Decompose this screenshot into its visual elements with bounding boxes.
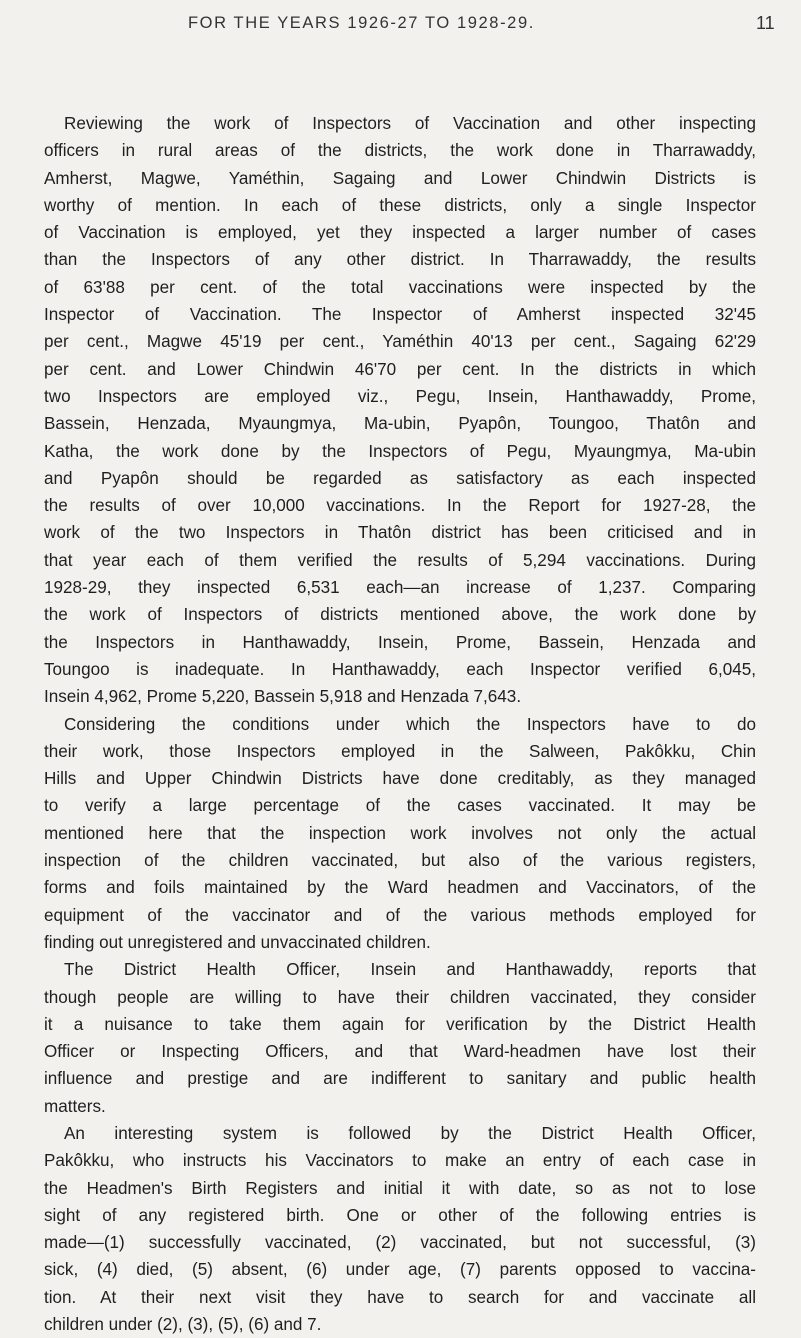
text-line: to verify a large percentage of the cases vaccinated. It may be bbox=[44, 796, 756, 816]
text-line: two Inspectors are employed viz., Pegu, Insein, Hanthawaddy, Prome, bbox=[44, 386, 756, 406]
text-line: Katha, the work done by the Inspectors of Pegu, Myaungmya, Ma-ubin bbox=[44, 441, 756, 461]
text-line: that year each of them verified the results of 5,294 vaccinations. During bbox=[44, 550, 756, 570]
text-line: the results of over 10,000 vaccinations. In the Report for 1927-28, the bbox=[44, 496, 756, 516]
paragraph bbox=[44, 956, 756, 1120]
text-line: The District Health Officer, Insein and Hanthawaddy, reports that bbox=[64, 960, 756, 980]
text-line: Inspector of Vaccination. The Inspector of Amherst inspected 32'45 bbox=[44, 305, 756, 325]
text-line: Amherst, Magwe, Yaméthin, Sagaing and Lower Chindwin Districts is bbox=[44, 168, 756, 188]
text-line: Insein 4,962, Prome 5,220, Bassein 5,918 and Henzada 7,643. bbox=[44, 687, 522, 707]
text-line: influence and prestige and are indifferent to sanitary and public health bbox=[44, 1069, 756, 1089]
text-line: work of the two Inspectors in Thatôn district has been criticised and in bbox=[44, 523, 756, 543]
text-line: Pakôkku, who instructs his Vaccinators to make an entry of each case in bbox=[44, 1151, 756, 1171]
paragraph bbox=[44, 110, 756, 711]
text-line: of 63'88 per cent. of the total vaccinations were inspected by the bbox=[44, 277, 756, 297]
text-line: worthy of mention. In each of these districts, only a single Inspector bbox=[44, 195, 756, 215]
text-line: 1928-29, they inspected 6,531 each—an increase of 1,237. Comparing bbox=[44, 578, 756, 598]
text-line: Toungoo is inadequate. In Hanthawaddy, each Inspector verified 6,045, bbox=[44, 659, 756, 679]
text-line: per cent., Magwe 45'19 per cent., Yaméthin 40'13 per cent., Sagaing 62'29 bbox=[44, 332, 756, 352]
text-line: sick, (4) died, (5) absent, (6) under age, (7) parents opposed to vaccina- bbox=[44, 1260, 756, 1280]
text-line: than the Inspectors of any other district. In Tharrawaddy, the results bbox=[44, 250, 756, 270]
text-line: sight of any registered birth. One or other of the following entries is bbox=[44, 1205, 756, 1225]
text-line: the Inspectors in Hanthawaddy, Insein, Prome, Bassein, Henzada and bbox=[44, 632, 756, 652]
text-line: though people are willing to have their children vaccinated, they consider bbox=[44, 987, 756, 1007]
body-text bbox=[44, 110, 756, 1338]
text-line: of Vaccination is employed, yet they inspected a larger number of cases bbox=[44, 223, 756, 243]
running-header bbox=[0, 4, 801, 44]
text-line: An interesting system is followed by the District Health Officer, bbox=[64, 1123, 756, 1143]
text-line: finding out unregistered and unvaccinated children. bbox=[44, 932, 431, 952]
text-line: children under (2), (3), (5), (6) and 7. bbox=[44, 1315, 322, 1335]
text-line: the Headmen's Birth Registers and initial it with date, so as not to lose bbox=[44, 1178, 756, 1198]
text-line: per cent. and Lower Chindwin 46'70 per cent. In the districts in which bbox=[44, 359, 756, 379]
running-title: FOR THE YEARS 1926-27 TO 1928-29. bbox=[188, 14, 535, 32]
page-number: 11 bbox=[756, 13, 775, 33]
text-line: Officer or Inspecting Officers, and that Ward-headmen have lost their bbox=[44, 1042, 756, 1062]
text-line: Hills and Upper Chindwin Districts have done creditably, as they managed bbox=[44, 769, 756, 789]
text-line: the work of Inspectors of districts mentioned above, the work done by bbox=[44, 605, 756, 625]
text-line: mentioned here that the inspection work involves not only the actual bbox=[44, 823, 756, 843]
paragraph bbox=[44, 1120, 756, 1338]
text-line: Bassein, Henzada, Myaungmya, Ma-ubin, Pyapôn, Toungoo, Thatôn and bbox=[44, 414, 756, 434]
text-line: made—(1) successfully vaccinated, (2) vaccinated, but not successful, (3) bbox=[44, 1233, 756, 1253]
text-line: and Pyapôn should be regarded as satisfactory as each inspected bbox=[44, 468, 756, 488]
paragraph bbox=[44, 711, 756, 957]
text-line: their work, those Inspectors employed in the Salween, Pakôkku, Chin bbox=[44, 741, 756, 761]
text-line: inspection of the children vaccinated, but also of the various registers, bbox=[44, 851, 756, 871]
text-line: matters. bbox=[44, 1096, 106, 1116]
text-line: forms and foils maintained by the Ward headmen and Vaccinators, of the bbox=[44, 878, 756, 898]
text-line: tion. At their next visit they have to search for and vaccinate all bbox=[44, 1287, 756, 1307]
text-line: it a nuisance to take them again for verification by the District Health bbox=[44, 1014, 756, 1034]
text-line: Considering the conditions under which the Inspectors have to do bbox=[64, 714, 756, 734]
text-line: equipment of the vaccinator and of the various methods employed for bbox=[44, 905, 756, 925]
text-line: Reviewing the work of Inspectors of Vaccination and other inspecting bbox=[64, 114, 756, 133]
text-line: officers in rural areas of the districts, the work done in Tharrawaddy, bbox=[44, 141, 756, 161]
